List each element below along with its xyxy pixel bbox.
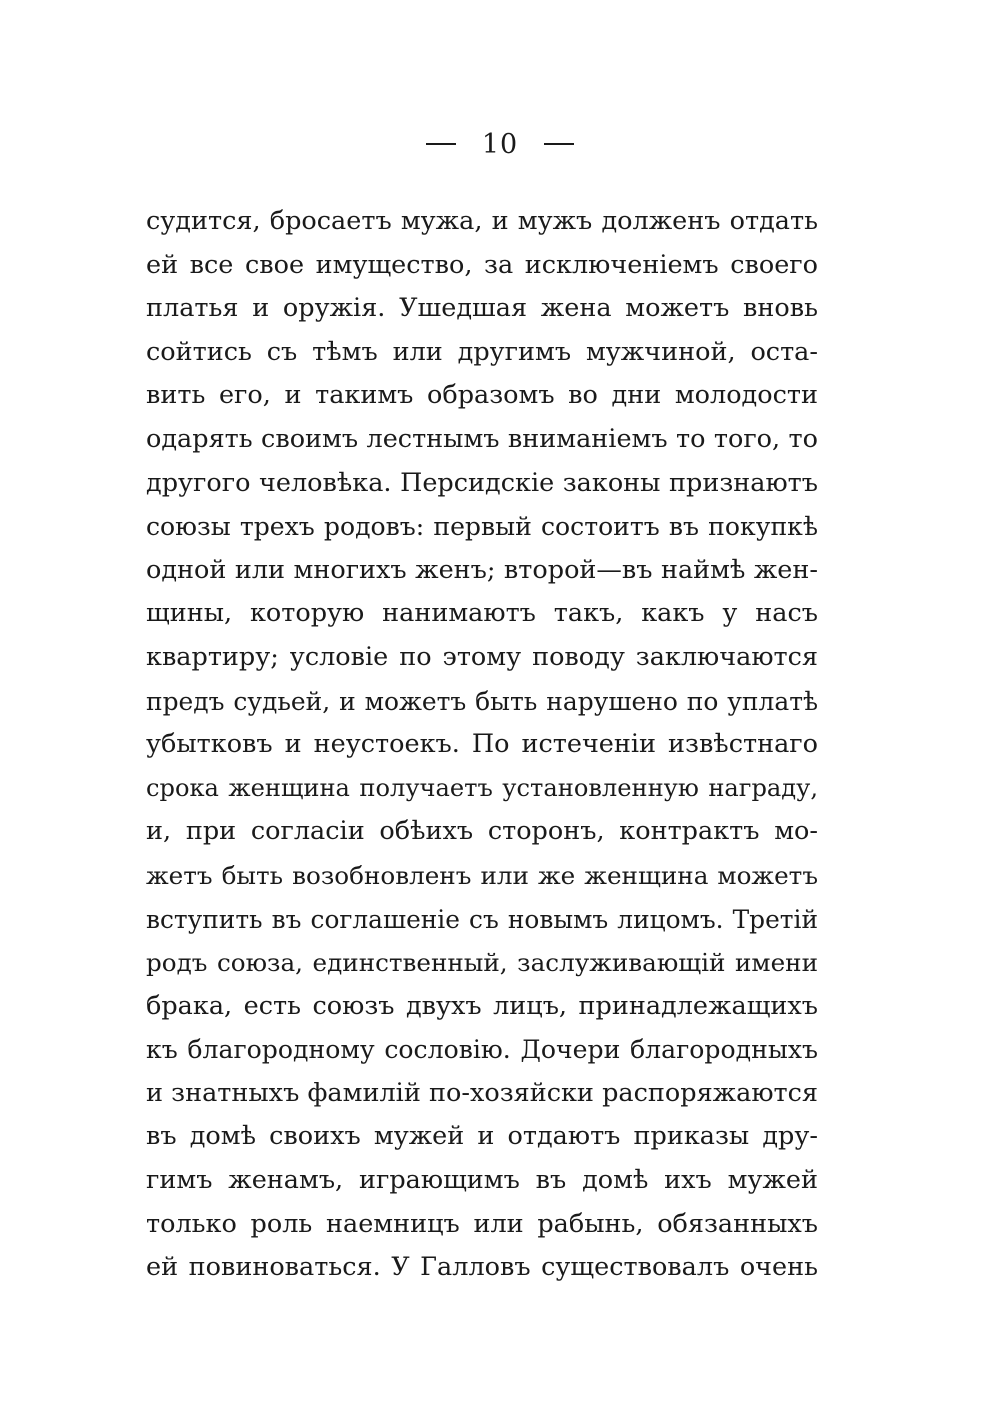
text-line: убытковъ и неустоекъ. По истеченіи извѣстнаго (146, 729, 818, 760)
text-line: квартиру; условіе по этому поводу заключаются (146, 641, 818, 672)
text-line: ей все свое имущество, за исключеніемъ своего (146, 249, 818, 280)
text-line: гимъ женамъ, играющимъ въ домѣ ихъ мужей (146, 1165, 818, 1196)
text-line: только роль наемницъ или рабынь, обязанныхъ (146, 1208, 818, 1239)
text-line: брака, есть союзъ двухъ лицъ, принадлежащихъ (146, 990, 818, 1021)
page-number: 10 (481, 128, 519, 160)
text-line: ей повиноваться. У Галловъ существовалъ очень (146, 1252, 818, 1283)
text-line: и знатныхъ фамилій по-хозяйски распоряжаются (146, 1077, 818, 1108)
text-line: срока женщина получаетъ установленную награду, (146, 773, 818, 802)
text-line: вступить въ соглашеніе съ новымъ лицомъ. Третій (146, 904, 818, 934)
text-line: родъ союза, единственный, заслуживающій имени (146, 948, 818, 978)
right-dash (544, 143, 574, 145)
text-line: жетъ быть возобновленъ или же женщина можетъ (146, 860, 818, 890)
text-line: судится, бросаетъ мужа, и мужъ долженъ отдать (146, 206, 818, 236)
left-dash (426, 143, 456, 145)
text-line: вить его, и такимъ образомъ во дни молодости (146, 380, 818, 411)
text-line: платья и оружія. Ушедшая жена можетъ вновь (146, 293, 818, 324)
text-line: одарять своимъ лестнымъ вниманіемъ то того, то (146, 423, 818, 454)
text-line: щины, которую нанимаютъ такъ, какъ у насъ (146, 598, 818, 629)
text-line: союзы трехъ родовъ: первый состоитъ въ покупкѣ (146, 512, 818, 542)
page-header (0, 122, 1000, 166)
text-line: въ домѣ своихъ мужей и отдаютъ приказы дру- (146, 1121, 818, 1152)
text-line: другого человѣка. Персидскіе законы признаютъ (146, 467, 818, 498)
text-line: предъ судьей, и можетъ быть нарушено по уплатѣ (146, 686, 818, 716)
text-line: одной или многихъ женъ; второй—въ наймѣ жен- (146, 554, 818, 585)
text-line: и, при согласіи обѣихъ сторонъ, контрактъ мо- (146, 816, 818, 847)
body-text (146, 200, 818, 1290)
text-line: сойтись съ тѣмъ или другимъ мужчиной, оста- (146, 336, 818, 367)
text-line: къ благородному сословію. Дочери благородныхъ (146, 1035, 818, 1065)
